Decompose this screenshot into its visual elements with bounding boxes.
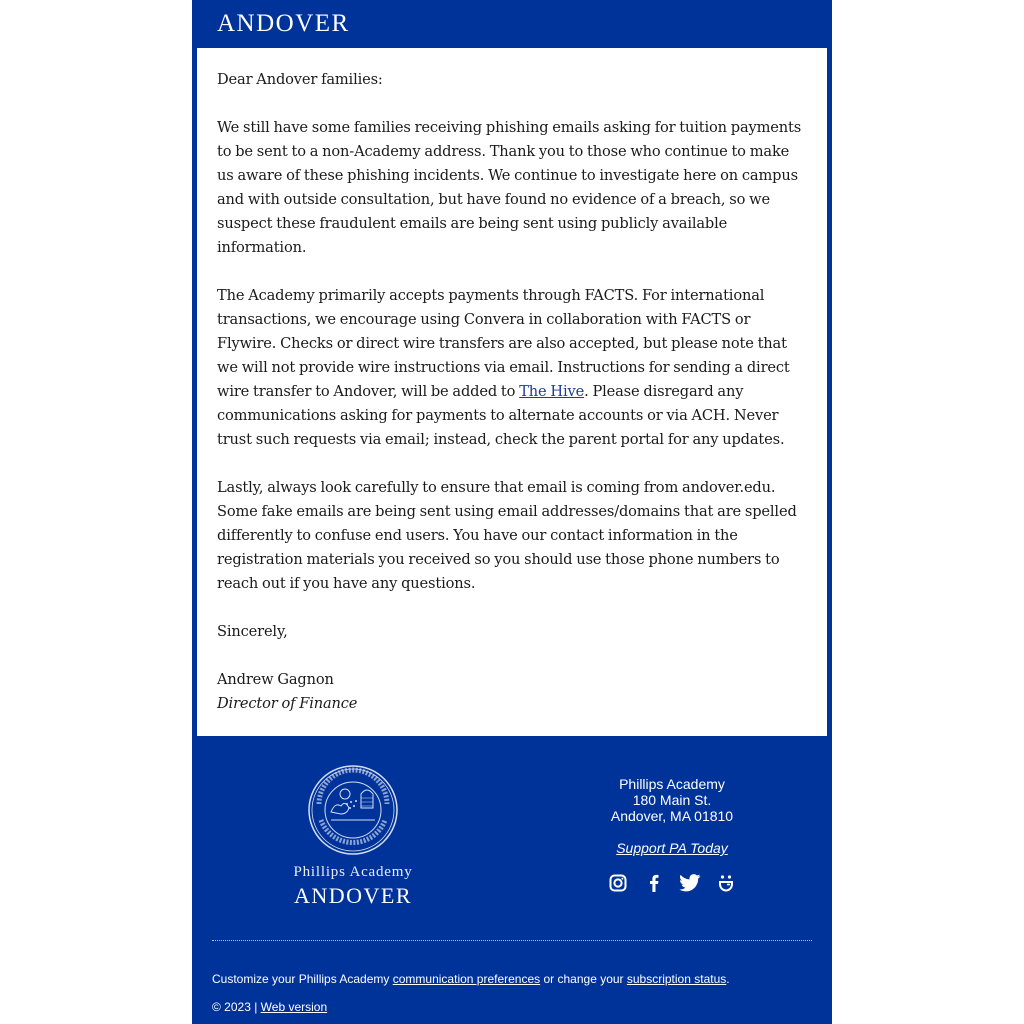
seal-title: ANDOVER [293, 883, 413, 908]
smugmug-icon[interactable] [715, 872, 737, 894]
preferences-prefix: Customize your Phillips Academy [212, 972, 393, 986]
signature-title: Director of Finance [217, 695, 358, 712]
academy-seal-icon [307, 764, 399, 856]
preferences-suffix: . [726, 972, 730, 986]
signature-name: Andrew Gagnon [217, 671, 334, 688]
twitter-icon[interactable] [679, 872, 701, 894]
facebook-icon[interactable] [643, 872, 665, 894]
letter-body [197, 48, 827, 736]
address-line-2: 180 Main St. [632, 792, 712, 808]
seal-subtitle: Phillips Academy [293, 864, 413, 880]
paragraph-payments [217, 284, 807, 452]
legal-text [212, 972, 812, 1014]
subscription-status-link[interactable]: subscription status [626, 972, 727, 986]
closing: Sincerely, [217, 623, 288, 640]
email-container [192, 0, 832, 1024]
greeting: Dear Andover families: [217, 71, 383, 88]
support-pa-today-link[interactable]: Support PA Today [616, 840, 728, 856]
communication-preferences-link[interactable]: communication preferences [392, 972, 541, 986]
web-version-link[interactable]: Web version [260, 1000, 328, 1014]
paragraph-payments-text-end: . Please disregard any communications asking for payments to alternate accounts or via ACH. Never trust such requests via email; instead, check the parent portal for any updates. [217, 383, 785, 448]
andover-logo[interactable]: ANDOVER [217, 10, 350, 37]
phillips-academy-logo[interactable] [268, 764, 438, 909]
preferences-middle: or change your [540, 972, 627, 986]
paragraph-payments-text: The Academy primarily accepts payments through FACTS. For international transactions, we encourage using Convera in collaboration with FACTS or Flywire. Checks or direct wire transfers are also accepted, but please note that we will not provide wire instructions via email. Instructions for sending a direct wire transfer to Andover, will be added to [217, 287, 790, 400]
contact-block [572, 776, 772, 894]
copyright-line [212, 1000, 812, 1014]
preferences-line [212, 972, 812, 986]
instagram-icon[interactable] [607, 872, 629, 894]
paragraph-phishing: We still have some families receiving phishing emails asking for tuition payments to be sent to a non-Academy address. Thank you to those who continue to make us aware of these phishing incidents. We continue to investigate here on campus and with outside consultation, but have found no evidence of a breach, so we suspect these fraudulent emails are being sent using publicly available information. [217, 119, 802, 256]
masthead [192, 0, 832, 48]
footer-divider [212, 940, 812, 941]
footer [192, 736, 832, 1024]
paragraph-verify-domain: Lastly, always look carefully to ensure that email is coming from andover.edu. Some fake emails are being sent using email addresses/domains that are spelled differently to confuse end users. You have our contact information in the registration materials you received so you should use those phone numbers to reach out if you have any questions. [217, 479, 797, 592]
copyright-text: © 2023 | [212, 1000, 261, 1014]
address-line-3: Andover, MA 01810 [610, 808, 734, 824]
social-links [572, 872, 772, 894]
the-hive-link[interactable]: The Hive [519, 383, 585, 400]
address-line-1: Phillips Academy [619, 776, 725, 792]
